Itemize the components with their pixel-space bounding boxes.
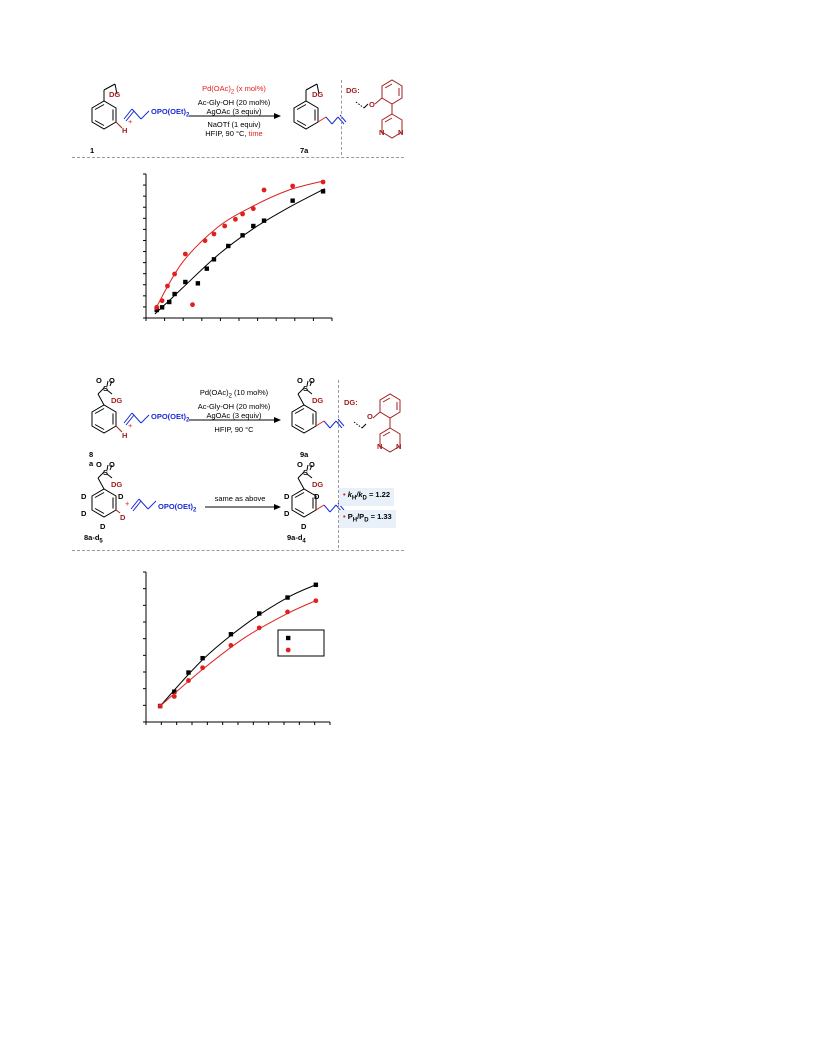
- solvent-temp: HFIP, 90 °C,: [205, 129, 249, 138]
- series-1-point: [251, 224, 255, 228]
- scheme1-bottom-divider: [72, 157, 404, 158]
- h-label: H: [122, 126, 128, 135]
- kie-ph-pd-box: [339, 510, 396, 528]
- dg-label: DG: [109, 90, 121, 99]
- plus-sign: +: [128, 117, 133, 126]
- reaction-arrow-3: [205, 503, 281, 511]
- series-1-point: [257, 611, 261, 615]
- deut-product-label-text: 9a-d: [287, 533, 303, 542]
- d-label-2: D: [118, 492, 124, 501]
- d9-d-label-3: D: [284, 509, 290, 518]
- kie-k-d-sub: D: [362, 495, 367, 502]
- legend-marker-1: [286, 636, 290, 640]
- series-2-point: [186, 678, 191, 683]
- conditions-above-2: [189, 388, 279, 420]
- series-2-point: [172, 272, 177, 277]
- d9-o-label-2: O: [309, 460, 315, 469]
- conditions-above: [189, 84, 279, 116]
- catalyst-name: Pd(OAc): [202, 84, 231, 93]
- deut-product-label-subscript: 4: [302, 538, 306, 545]
- kie-k-mid: /k: [356, 490, 363, 499]
- series-1-point: [200, 656, 204, 660]
- d9-s-label: S: [303, 468, 309, 477]
- oxidant-line: AgOAc (3 equiv): [206, 106, 262, 116]
- product-dg-label-2: DG: [312, 396, 324, 405]
- d9-d-label-2: D: [314, 492, 320, 501]
- dg-box-label: DG:: [346, 86, 360, 95]
- catalyst-loading: (x mol%): [234, 84, 266, 93]
- allyl-chain: [123, 107, 153, 123]
- deut-reactant-label: [84, 533, 103, 547]
- d9-dg-label: DG: [312, 480, 324, 489]
- d-label-1: D: [81, 492, 87, 501]
- allyl-reagent-subscript: 2: [186, 112, 190, 119]
- conditions-below: [189, 120, 279, 138]
- pyrimidine-n3: N: [377, 442, 383, 451]
- series-1-point: [186, 670, 190, 674]
- reaction-arrow: [189, 112, 281, 120]
- series-2-point: [165, 284, 170, 289]
- time-label: time: [248, 129, 263, 138]
- allyl-reagent-formula: OPO(OEt): [151, 107, 186, 116]
- plus-sign-2: +: [128, 421, 133, 430]
- series-1-point: [229, 632, 233, 636]
- kie-kh-kd-box: [339, 488, 394, 506]
- series-1-point: [262, 218, 266, 222]
- series-2-point: [233, 217, 238, 222]
- kie-k-symbol: k: [347, 490, 352, 499]
- series-1-point: [321, 189, 325, 193]
- d9-d-label-1: D: [284, 492, 290, 501]
- series-2-point: [321, 180, 326, 185]
- series-2-point: [203, 238, 208, 243]
- d8-dg-label: DG: [111, 480, 123, 489]
- series-1-point: [205, 266, 209, 270]
- catalyst-subscript: 2: [230, 89, 235, 96]
- d-label-5: D: [100, 522, 106, 531]
- product-s-label: S: [303, 384, 309, 393]
- d9-d-label-4: D: [301, 522, 307, 531]
- product-dg-label: DG: [312, 90, 324, 99]
- conditions-below-2: HFIP, 90 °C: [214, 425, 254, 434]
- allyl-chain-3: [130, 497, 160, 513]
- series-2-point: [212, 232, 217, 237]
- series-1-point: [226, 244, 230, 248]
- plus-sign-3: +: [125, 499, 130, 508]
- pyrimidine-n4: N: [396, 442, 402, 451]
- series-2-point: [222, 224, 227, 229]
- reactant-label-2-line1: 8: [89, 450, 94, 459]
- product-label-2: 9a: [300, 450, 309, 459]
- kie-p-mid: /P: [357, 512, 365, 521]
- series-2-point: [160, 298, 165, 303]
- series-1-point: [240, 233, 244, 237]
- d-label-3: D: [81, 509, 87, 518]
- d-label-4: D: [120, 513, 126, 522]
- dg-label-2: DG: [111, 396, 123, 405]
- product-o-label-1: O: [297, 376, 303, 385]
- series-1-point: [212, 257, 216, 261]
- reactant-label-2-line2: a: [89, 459, 94, 468]
- additive-line: NaOTf (1 equiv): [207, 120, 261, 129]
- catalyst-line: [189, 84, 279, 98]
- allyl-reagent-3: [158, 502, 196, 516]
- ligand-line-2: Ac-Gly-OH (20 mol%): [197, 401, 271, 411]
- catalyst-subscript-2: 2: [228, 393, 232, 400]
- series-1-point: [172, 292, 176, 296]
- series-1-fit-line: [155, 189, 325, 314]
- kie-p-h-sub: H: [352, 517, 358, 524]
- series-2-point: [154, 305, 159, 310]
- ligand-line: Ac-Gly-OH (20 mol%): [197, 97, 271, 107]
- series-2-point: [183, 252, 188, 257]
- same-as-above-label: same as above: [214, 494, 266, 503]
- o-label-2: O: [109, 376, 115, 385]
- d9-o-label-1: O: [297, 460, 303, 469]
- product-9a-structure: [278, 378, 350, 448]
- d8-s-label: S: [103, 468, 109, 477]
- kie-k-h-sub: H: [351, 495, 357, 502]
- catalyst-name-2: Pd(OAc): [199, 388, 229, 397]
- allyl-reagent-3-formula: OPO(OEt): [158, 502, 193, 511]
- kie-p-value: = 1.33: [368, 512, 392, 521]
- dg-ether-o: O: [369, 100, 375, 109]
- kie-bullet-1: •: [343, 490, 346, 499]
- kie-p-d-sub: D: [364, 517, 369, 524]
- series-1-point: [183, 280, 187, 284]
- solvent-line: [189, 129, 279, 138]
- series-2-point: [290, 184, 295, 189]
- series-2-point: [285, 609, 290, 614]
- series-1-point: [290, 198, 294, 202]
- series-2-point: [158, 704, 163, 709]
- series-2-point: [172, 694, 177, 699]
- product-label: 7a: [300, 146, 309, 155]
- series-2-point: [313, 598, 318, 603]
- legend-marker-2: [286, 648, 291, 653]
- series-2-point: [251, 206, 256, 211]
- deut-reactant-label-text: 8a-d: [84, 533, 100, 542]
- allyl-reagent-2: [151, 412, 189, 426]
- series-2-point: [240, 212, 245, 217]
- kie-bullet-2: •: [343, 512, 346, 521]
- reaction-arrow-2: [189, 416, 281, 424]
- series-2-point: [257, 625, 262, 630]
- series-1-point: [160, 305, 164, 309]
- allyl-reagent: [151, 107, 189, 121]
- oxidant-line-2: AgOAc (3 equiv): [206, 410, 262, 420]
- o-label-1: O: [96, 376, 102, 385]
- series-2-point: [229, 643, 234, 648]
- dg-structure: [344, 80, 402, 146]
- series-2-point: [262, 188, 267, 193]
- scheme2-bottom-divider: [72, 550, 404, 551]
- series-1-point: [285, 595, 289, 599]
- pyrimidine-n2: N: [398, 128, 404, 137]
- reactant-label: 1: [90, 146, 95, 155]
- h-label-2: H: [122, 431, 128, 440]
- deut-reactant-label-subscript: 5: [99, 538, 103, 545]
- scheme1-divider: [341, 80, 342, 155]
- allyl-reagent-3-subscript: 2: [193, 507, 197, 514]
- d8-o-label-1: O: [96, 460, 102, 469]
- series-1-point: [167, 300, 171, 304]
- series-1-point: [196, 281, 200, 285]
- dg-box-label-2: DG:: [344, 398, 358, 407]
- catalyst-loading-2: (10 mol%): [231, 388, 269, 397]
- s-label: S: [103, 384, 109, 393]
- kie-k-value: = 1.22: [366, 490, 391, 499]
- dg-structure-2: [342, 396, 400, 462]
- series-2-point: [200, 665, 205, 670]
- pyrimidine-n1: N: [379, 128, 385, 137]
- series-2-point: [190, 302, 195, 307]
- legend-box: [278, 630, 324, 656]
- product-o-label-2: O: [309, 376, 315, 385]
- allyl-reagent-2-formula: OPO(OEt): [151, 412, 186, 421]
- allyl-chain-2: [123, 411, 153, 427]
- allyl-reagent-2-subscript: 2: [186, 417, 190, 424]
- chart-1: [140, 170, 340, 320]
- dg-ether-o-2: O: [367, 412, 373, 421]
- kie-p-symbol: P: [347, 512, 353, 521]
- d8-o-label-2: O: [109, 460, 115, 469]
- catalyst-line-2: [189, 388, 279, 402]
- series-1-point: [314, 583, 318, 587]
- deut-product-label: [287, 533, 306, 547]
- chart-2: [138, 568, 338, 728]
